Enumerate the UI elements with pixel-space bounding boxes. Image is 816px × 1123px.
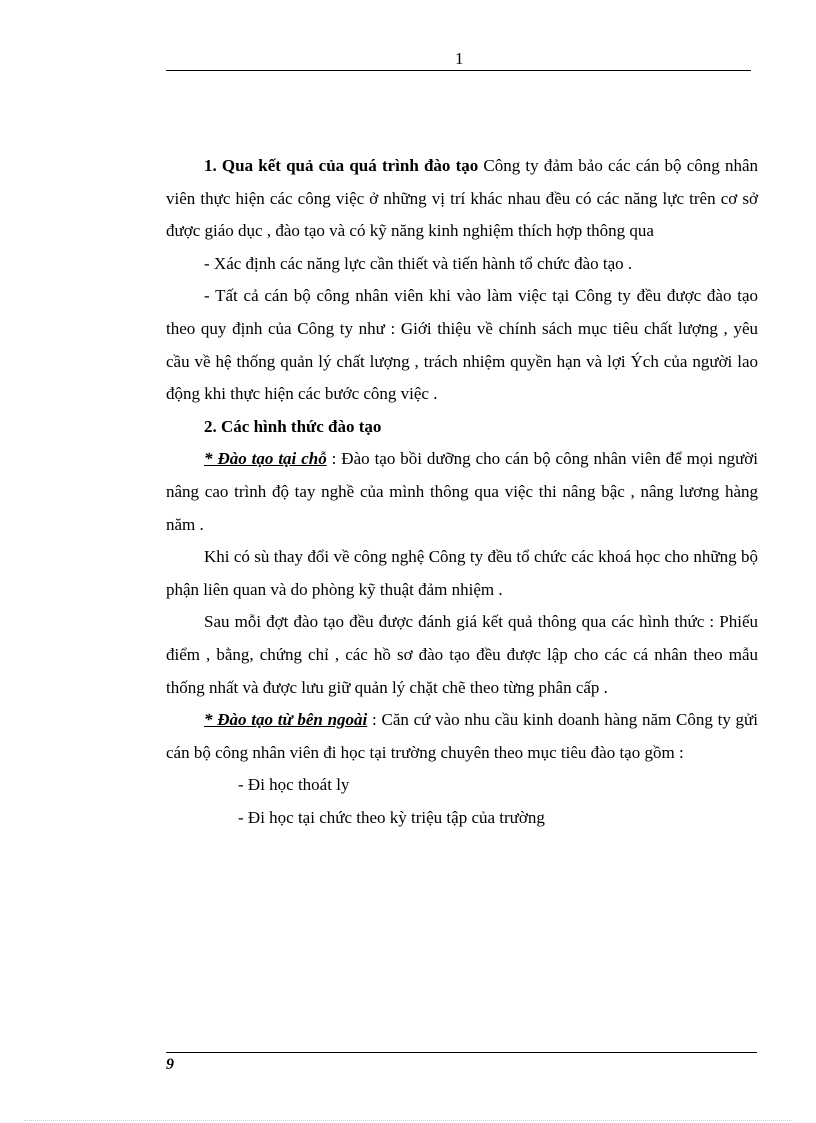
external-training-text: : Căn cứ vào nhu cầu kinh doanh hàng năm Công ty gửi cán bộ công nhân viên đi học tại trường chuyên theo mục tiêu đào tạo gồm : <box>166 710 758 762</box>
document-body <box>166 150 758 834</box>
section1-intro: Công ty đảm bảo các cán bộ công nhân viên thực hiện các công việc ở những vị trí khác nhau đều có các năng lực trên cơ sở được giáo dục , đào tạo và có kỹ năng kinh nghiệm thích hợp thông qua <box>166 156 758 241</box>
onsite-training-paragraph <box>166 443 758 541</box>
section1-heading: 1. Qua kết quả của quá trình đào tạo <box>204 156 479 175</box>
footer-page-number: 9 <box>166 1056 174 1073</box>
section1-bullet-1: - Xác định các năng lực cần thiết và tiến hành tổ chức đào tạo . <box>204 253 633 273</box>
section2-heading <box>166 411 758 444</box>
section1-paragraph <box>166 150 758 248</box>
list-item: - Đi học thoát ly <box>238 775 350 795</box>
footer-rule <box>166 1052 757 1053</box>
header-page-number: 1 <box>455 49 464 68</box>
section2-heading-text: 2. Các hình thức đào tạo <box>204 416 382 436</box>
onsite-training-text: : Đào tạo bồi dưỡng cho cán bộ công nhân viên để mọi người nâng cao trình độ tay nghề của mình thông qua việc thi nâng bậc , nâng lương hàng năm . <box>166 449 758 534</box>
onsite-training-label: * Đào tạo tại chỗ <box>204 449 327 469</box>
evaluation-paragraph: Sau mỗi đợt đào tạo đều được đánh giá kết quả thông qua các hình thức : Phiếu điểm , bằng, chứng chỉ , các hồ sơ đào tạo đều được lập cho các cá nhân theo mẫu thống nhất và được lưu giữ quản lý chặt chẽ theo từng phân cấp . <box>166 612 758 697</box>
tech-change-paragraph: Khi có sù thay đổi về công nghệ Công ty đều tổ chức các khoá học cho những bộ phận liên quan và do phòng kỹ thuật đảm nhiệm . <box>166 547 758 599</box>
external-training-paragraph <box>166 704 758 769</box>
section1-bullet-2: - Tất cả cán bộ công nhân viên khi vào làm việc tại Công ty đều được đào tạo theo quy định của Công ty như : Giới thiệu về chính sách mục tiêu chất lượng , yêu cầu về hệ thống quản lý chất lượng , trách nhiệm quyền hạn và lợi Ých của người lao động khi thực hiện các bước công việc . <box>166 286 758 404</box>
list-item: - Đi học tại chức theo kỳ triệu tập của trường <box>238 807 545 827</box>
header-rule <box>166 70 751 71</box>
page-edge-divider <box>24 1120 792 1121</box>
external-training-label: * Đào tạo từ bên ngoài <box>204 710 368 730</box>
